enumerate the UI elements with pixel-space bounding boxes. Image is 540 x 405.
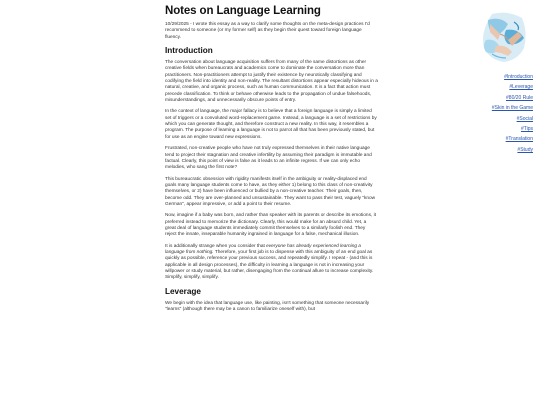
article-intro: 10/29/2025 - I wrote this essay as a way to clarify some thoughts on the meta-design practices I'd recommend to someone (or my former self) as they begin their quest toward foreign language fluency. bbox=[165, 22, 370, 40]
paragraph: In the context of language, the major fallacy is to believe that a foreign language is simply a limited set of triggers or a convoluted word-replacement game. Instead, a language is a set of restrictions by which you can generate thought, and therefore construct a new reality. In this way, it resembles a program. The purpose of learning a language is not to parrot all that has been previously stated, but for use as an engine toward new expressions. bbox=[165, 109, 377, 140]
paragraph: Frustrated, non-creative people who have not truly expressed themselves in their native language tend to project their stagnation and creative infertility by assuming their paradigm is immutable and factual. Clearly, this point of view is false as it leads to an infinite regress. If we can only echo melodies, who sang the first note? bbox=[165, 146, 372, 171]
hands-painting-icon bbox=[478, 10, 530, 64]
sidebar bbox=[478, 10, 533, 155]
toc-link-social[interactable]: #Social bbox=[516, 115, 533, 122]
section-heading-leverage: Leverage bbox=[165, 286, 201, 296]
toc-link-introduction[interactable]: #Introduction bbox=[504, 74, 533, 80]
toc-link-study[interactable]: #Study bbox=[517, 146, 533, 153]
paragraph bbox=[165, 244, 378, 282]
toc-link-translation[interactable]: #Translation bbox=[505, 136, 533, 143]
paragraph-text: It is additionally strange when you consider that bbox=[165, 243, 267, 249]
paragraph-text: Therefore, your first job is to dispense with this ambiguity of an end goal as quickly as possible, reference your previous success, and repeatedly simplify. I repeat - (and this is applicable in all design processes), the difficulty in learning a language is not in increasing your willpower or study material, but rather, disengaging from the continual allure to increase complexity. Simplify, simplify, simplify. bbox=[165, 249, 374, 281]
paragraph: This bureaucratic obsession with rigidity manifests itself in the ambiguity or reality-displaced end goals many language students come to have, as they either 1) belong to this class of non-creativity themselves, or 2) have been influenced or bullied by a non-creative teacher. Their goals, then, become odd. They are over-planned and unsustainable. They want to pass their test, vaguely "know German", appear impressive, or add a point to their resume. bbox=[165, 176, 376, 207]
toc-link-tips[interactable]: #Tips bbox=[520, 126, 533, 133]
paragraph: Now, imagine if a baby was born, and rather than speaker with its parents or describe its emotions, it preferred instead to memorize the dictionary. Clearly, this would make for an absurd child. Yet, a great deal of language students immediately commit themselves to a similarly foolish end. They reject the innate, inseparable humanity ingrained in language for a false, mechanical illusion. bbox=[165, 213, 376, 238]
article bbox=[165, 5, 378, 318]
section-heading-introduction: Introduction bbox=[165, 46, 213, 56]
paragraph: We begin with the idea that language use, like painting, isn't something that someone necessarily "learns" (although there may be a canon to familiarize oneself with), but bbox=[165, 300, 370, 313]
page-title: Notes on Language Learning bbox=[165, 5, 321, 17]
toc-link-skin-in-the-game[interactable]: #Skin in the Game bbox=[491, 105, 533, 112]
toc-link-leverage[interactable]: #Leverage bbox=[509, 84, 533, 91]
emphasis-text: everyone has already experienced learning a language from nothing. bbox=[165, 243, 361, 255]
toc-link-80-20-rule[interactable]: #80/20 Rule bbox=[506, 94, 533, 101]
paragraph: The conversation about language acquisition suffers from many of the same distortions as other creative fields when bureaucrats and academics come to dominate the conversation more than practitioners. Non-practitioners attempt to justify their existence by neurotically classifying and codifying the field into identity and non-reality. The resultant distortions appear especially hideous in a natural, creative, and organic process, such as human communication. It is a fact that action must precede classification. To think or behave otherwise leads to the propagation of undue falsehoods, misunderstandings, and unnecessarily obscure points of entry. bbox=[165, 60, 378, 104]
table-of-contents bbox=[478, 72, 533, 155]
